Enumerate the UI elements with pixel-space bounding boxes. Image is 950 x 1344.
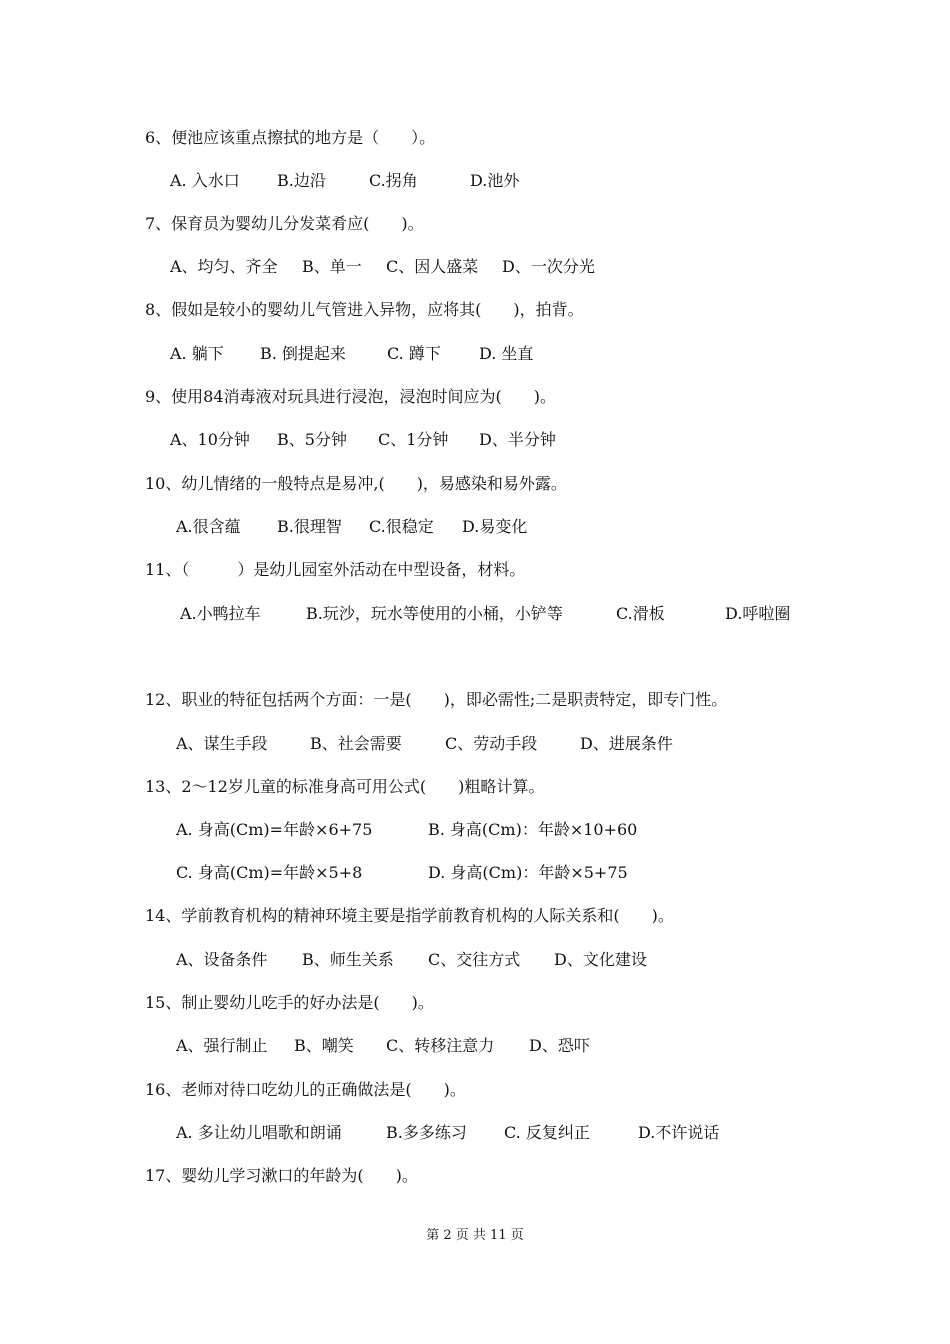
question-9-option-a: A、10分钟 — [170, 430, 250, 449]
question-13-option-b: B. 身高(Cm)：年龄×10+60 — [428, 820, 638, 839]
question-9-option-b: B、5分钟 — [277, 430, 347, 449]
question-12-option-b: B、社会需要 — [310, 734, 402, 753]
question-13-stem: 13、2～12岁儿童的标准身高可用公式( )粗略计算。 — [145, 777, 545, 796]
question-16-option-c: C. 反复纠正 — [504, 1123, 590, 1142]
question-16-option-d: D.不许说话 — [638, 1123, 720, 1142]
question-7-option-a: A、均匀、齐全 — [170, 257, 278, 276]
question-15-option-c: C、转移注意力 — [386, 1036, 495, 1055]
question-13-option-a: A. 身高(Cm)=年龄×6+75 — [176, 820, 373, 839]
question-10-option-b: B.很理智 — [277, 517, 342, 536]
page-number-footer: 第 2 页 共 11 页 — [426, 1228, 524, 1243]
question-11-option-d: D.呼啦圈 — [725, 604, 791, 623]
question-16-stem: 16、老师对待口吃幼儿的正确做法是( )。 — [145, 1080, 466, 1099]
question-7-option-c: C、因人盛菜 — [386, 257, 479, 276]
question-6-option-b: B.边沿 — [277, 171, 326, 190]
question-12-option-c: C、劳动手段 — [445, 734, 538, 753]
question-11-stem: 11、（ ）是幼儿园室外活动在中型设备，材料。 — [145, 560, 526, 579]
question-7-stem: 7、保育员为婴幼儿分发菜肴应( )。 — [145, 214, 424, 233]
question-6-stem: 6、便池应该重点擦拭的地方是（ ）。 — [145, 128, 436, 147]
question-14-option-c: C、交往方式 — [428, 950, 521, 969]
question-17-stem: 17、婴幼儿学习漱口的年龄为( )。 — [145, 1166, 418, 1185]
question-8-stem: 8、假如是较小的婴幼儿气管进入异物，应将其( )，拍背。 — [145, 300, 584, 319]
question-8-option-a: A. 躺下 — [170, 344, 224, 363]
question-7-option-b: B、单一 — [302, 257, 362, 276]
question-6-option-d: D.池外 — [470, 171, 520, 190]
question-6-option-c: C.拐角 — [369, 171, 418, 190]
question-12-option-a: A、谋生手段 — [176, 734, 268, 753]
question-10-option-c: C.很稳定 — [369, 517, 434, 536]
question-16-option-a: A. 多让幼儿唱歌和朗诵 — [176, 1123, 342, 1142]
question-8-option-c: C. 蹲下 — [387, 344, 441, 363]
question-15-option-b: B、嘲笑 — [294, 1036, 354, 1055]
question-13-option-c: C. 身高(Cm)=年龄×5+8 — [176, 863, 363, 882]
question-9-stem: 9、使用84消毒液对玩具进行浸泡，浸泡时间应为( )。 — [145, 387, 557, 406]
question-11-option-b: B.玩沙，玩水等使用的小桶，小铲等 — [306, 604, 563, 623]
question-16-option-b: B.多多练习 — [386, 1123, 467, 1142]
question-9-option-c: C、1分钟 — [378, 430, 449, 449]
question-10-stem: 10、幼儿情绪的一般特点是易冲,( )，易感染和易外露。 — [145, 474, 567, 493]
question-13-option-d: D. 身高(Cm)：年龄×5+75 — [428, 863, 628, 882]
question-12-option-d: D、进展条件 — [580, 734, 673, 753]
question-15-option-a: A、强行制止 — [176, 1036, 268, 1055]
question-14-option-a: A、设备条件 — [176, 950, 268, 969]
question-10-option-d: D.易变化 — [462, 517, 528, 536]
question-10-option-a: A.很含蕴 — [176, 517, 241, 536]
question-14-option-b: B、师生关系 — [302, 950, 394, 969]
question-14-stem: 14、学前教育机构的精神环境主要是指学前教育机构的人际关系和( )。 — [145, 906, 674, 925]
question-11-option-c: C.滑板 — [616, 604, 665, 623]
question-6-option-a: A. 入水口 — [170, 171, 240, 190]
question-7-option-d: D、一次分光 — [502, 257, 595, 276]
question-8-option-d: D. 坐直 — [479, 344, 534, 363]
question-9-option-d: D、半分钟 — [479, 430, 556, 449]
question-12-stem: 12、职业的特征包括两个方面：一是( )，即必需性;二是职责特定，即专门性。 — [145, 690, 728, 709]
question-15-stem: 15、制止婴幼儿吃手的好办法是( )。 — [145, 993, 434, 1012]
question-14-option-d: D、文化建设 — [554, 950, 647, 969]
question-15-option-d: D、恐吓 — [529, 1036, 590, 1055]
question-11-option-a: A.小鸭拉车 — [180, 604, 261, 623]
question-8-option-b: B. 倒提起来 — [260, 344, 346, 363]
